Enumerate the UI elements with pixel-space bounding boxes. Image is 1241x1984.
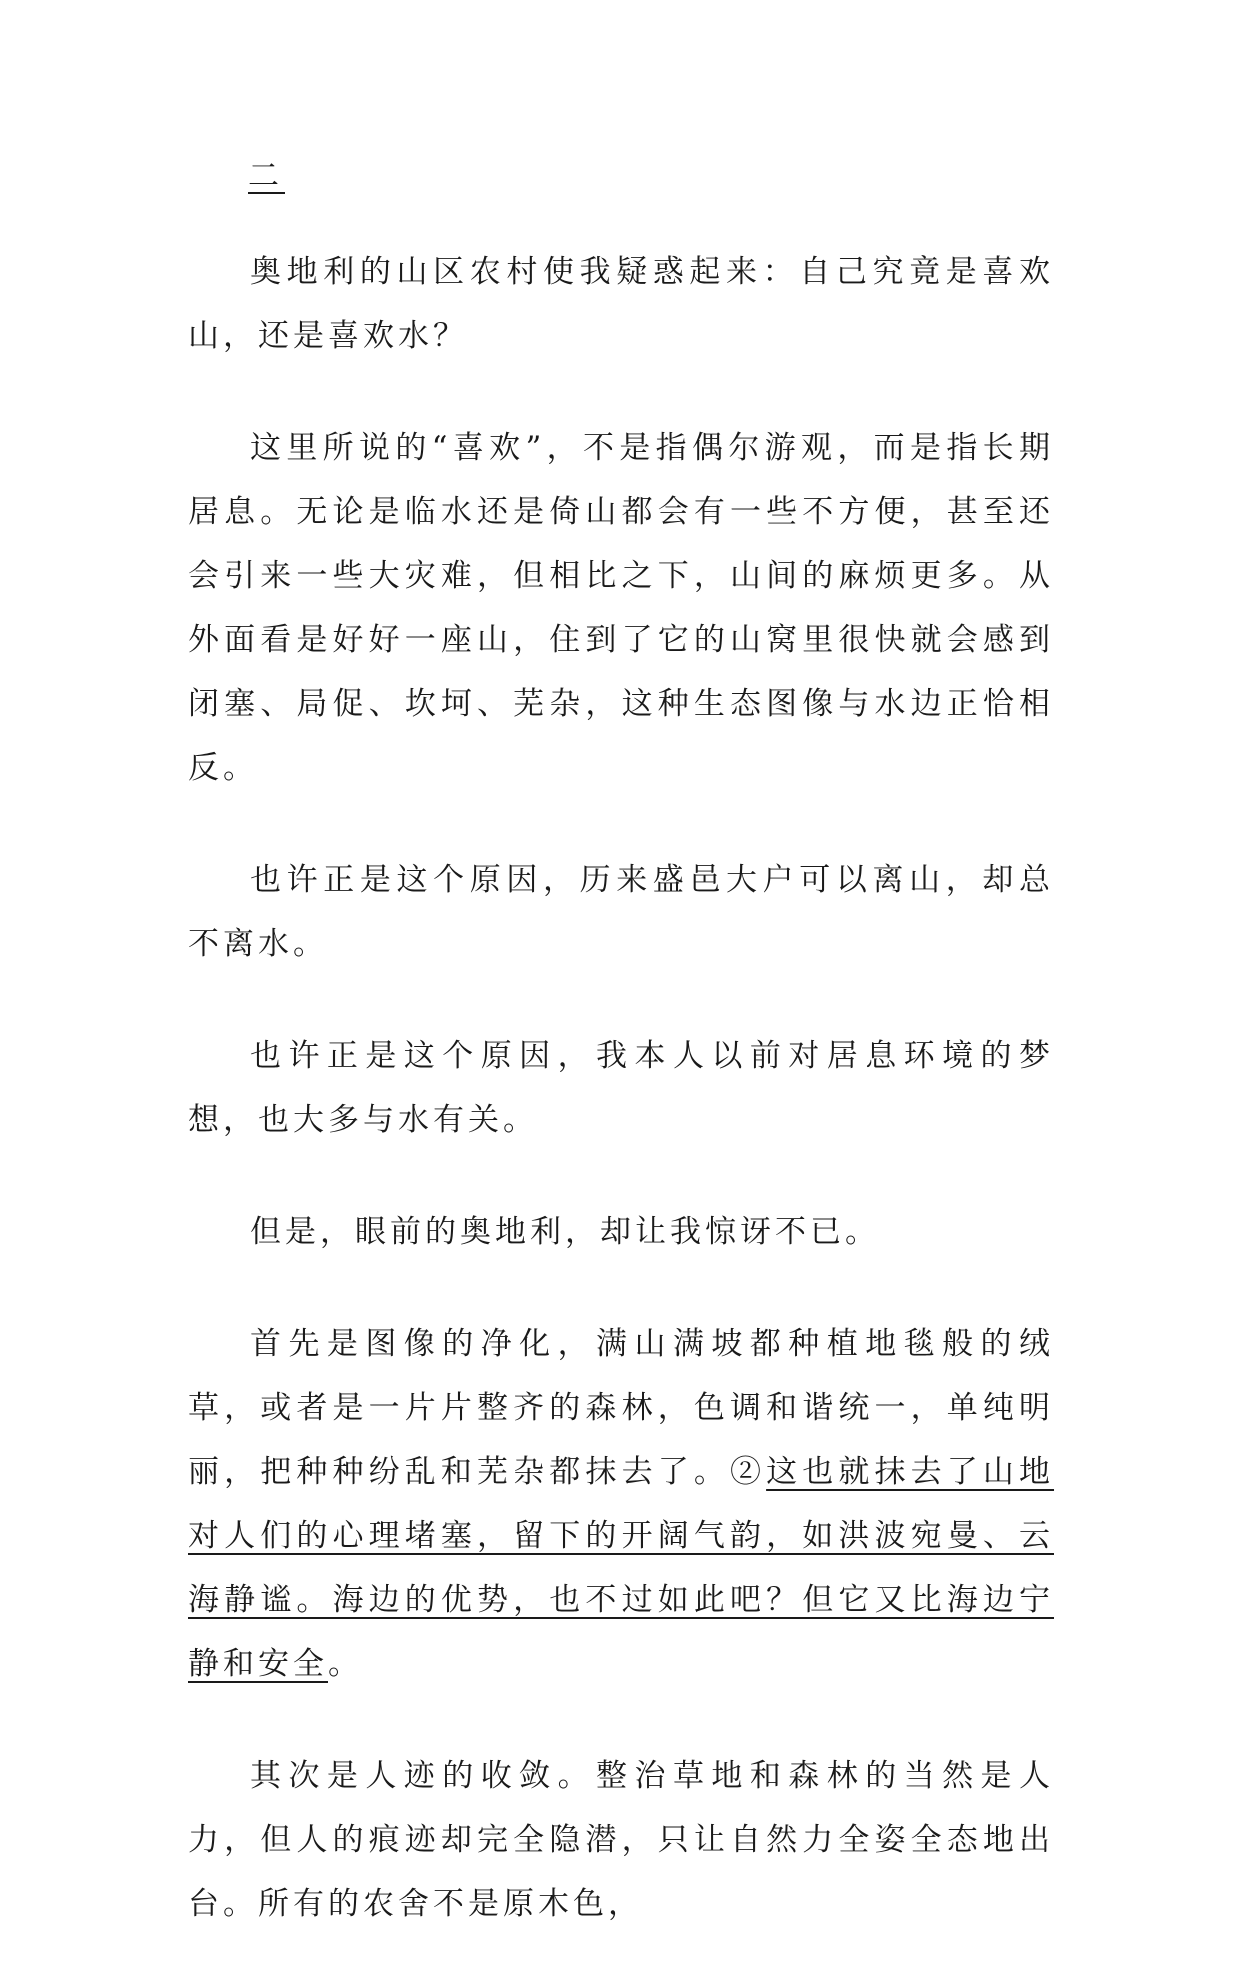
section-heading: 二 (248, 158, 285, 194)
underlined-passage: 这也就抹去了山地对人们的心理堵塞，留下的开阔气韵，如洪波宛曼、云海静谧。海边的优势，也不过如此吧？但它又比海边宁静和安全 (188, 1454, 1055, 1682)
paragraph-6-tail: 。 (328, 1646, 363, 1682)
paragraph-6 (188, 1312, 1054, 1696)
paragraph-2: 这里所说的“喜欢”，不是指偶尔游观，而是指长期居息。无论是临水还是倚山都会有一些不方便，甚至还会引来一些大灾难，但相比之下，山间的麻烦更多。从外面看是好好一座山，住到了它的山窝里很快就会感到闭塞、局促、坎坷、芜杂，这种生态图像与水边正恰相反。 (188, 430, 1054, 786)
paragraph-3: 也许正是这个原因，历来盛邑大户可以离山，却总不离水。 (188, 862, 1054, 962)
paragraph-7: 其次是人迹的收敛。整治草地和森林的当然是人力，但人的痕迹却完全隐潜，只让自然力全姿全态地出台。所有的农舍不是原木色， (188, 1758, 1054, 1922)
article-body (188, 240, 1054, 1984)
paragraph-5: 但是，眼前的奥地利，却让我惊讶不已。 (250, 1214, 880, 1250)
paragraph-4: 也许正是这个原因，我本人以前对居息环境的梦想，也大多与水有关。 (188, 1038, 1054, 1138)
paragraph-1: 奥地利的山区农村使我疑惑起来：自己究竟是喜欢山，还是喜欢水？ (188, 254, 1054, 354)
paragraph-6-lead: 首先是图像的净化，满山满坡都种植地毯般的绒草，或者是一片片整齐的森林，色调和谐统一，单纯明丽，把种种纷乱和芜杂都抹去了。② (188, 1326, 1054, 1490)
